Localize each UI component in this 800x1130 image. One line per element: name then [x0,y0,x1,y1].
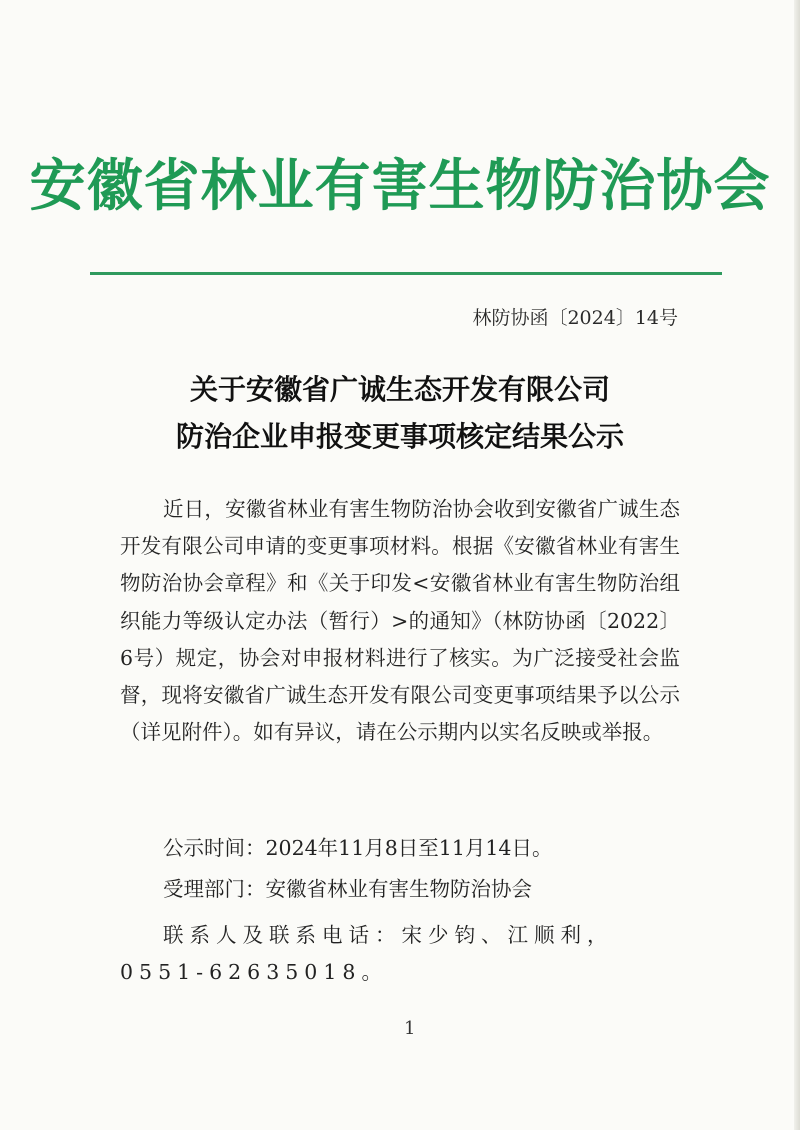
document-title-line-1: 关于安徽省广诚生态开发有限公司 [189,373,610,406]
letterhead-org-name: 安徽省林业有害生物防治协会 [29,153,771,219]
notice-period: 公示时间：2024年11月8日至11月14日。 [163,836,553,860]
receiving-department: 受理部门：安徽省林业有害生物防治协会 [163,877,532,901]
page-number: 1 [404,1018,416,1039]
letterhead-divider [90,272,722,275]
document-number: 林防协函〔2024〕14号 [472,307,678,329]
contact-info: 联系人及联系电话：宋少钧、江顺利，0551-62635018。 [120,923,614,985]
document-title-line-2: 防治企业申报变更事项核定结果公示 [175,420,624,453]
body-paragraph: 近日，安徽省林业有害生物防治协会收到安徽省广诚生态开发有限公司申请的变更事项材料。根据《安徽省林业有害生物防治协会章程》和《关于印发<安徽省林业有害生物防治组织能力等级认定办法（暂行）>的通知》（林防协函〔2022〕6号）规定，协会对申报材料进行了核实。为广泛接受社会监督，现将安徽省广诚生态开发有限公司变更事项结果予以公示（详见附件）。如有异议，请在公示期内以实名反映或举报。 [120,497,680,745]
